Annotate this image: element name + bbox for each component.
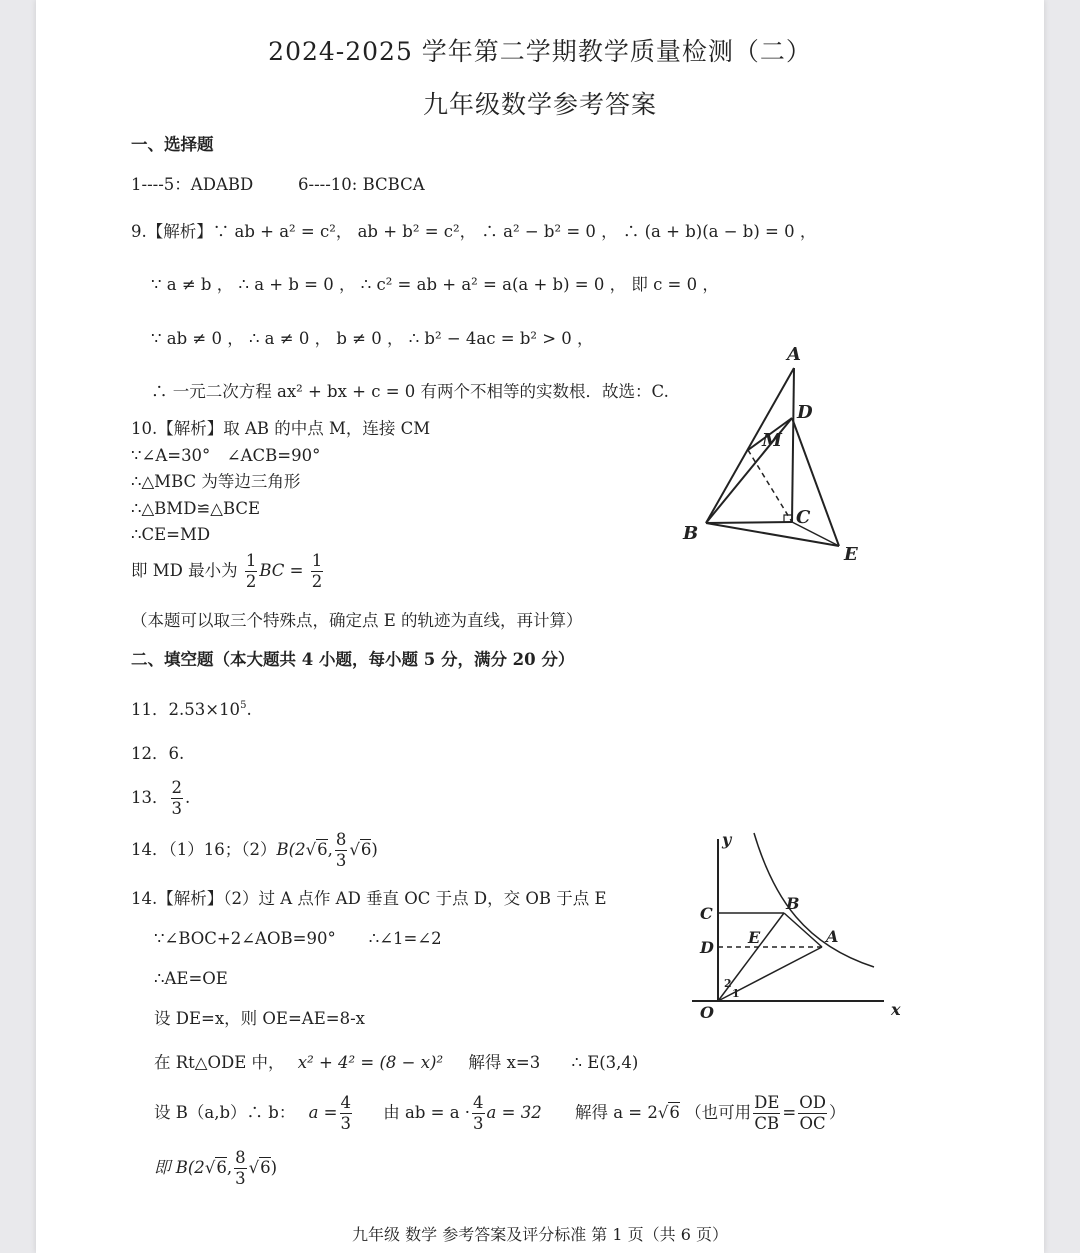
section-heading-fill: 二、填空题（本大题共 4 小题，每小题 5 分，满分 20 分） [131,650,575,669]
q13-label: 13． [131,788,169,807]
label-e: E [748,928,761,947]
q14sol-line7-root2: 6 [260,1158,271,1177]
q10-line6-text: 即 MD 最小为 [131,561,238,580]
q10-line6 [131,553,325,590]
q10-line5: ∴CE=MD [131,525,211,544]
q14sol-solve: 解得 x=3 [468,1053,541,1072]
label-d: D [700,938,714,957]
answers-6-10: 6----10: BCBCA [298,175,425,194]
q11-end: . [246,700,252,719]
label-y: y [722,830,732,849]
q14sol-line5 [154,1055,638,1072]
q10-line2: ∵∠A=30° ∠ACB=90° [131,446,321,465]
q14-ans-root: 6 [317,840,328,859]
q14sol-line6a: 设 B（a,b）∴ b： [154,1103,296,1122]
q14sol-text-1: （2）过 A 点作 AD 垂直 OC 于点 D，交 OB 于点 E [223,889,607,908]
label-m: M [762,430,782,451]
q10-line1 [131,421,430,438]
section-heading-choice: 一、选择题 [131,135,214,154]
q9-text-1: ∵ ab + a² = c²， ab + b² = c²， ∴ a² − b² = 0 ， ∴ (a + b)(a − b) = 0 ， [212,222,817,241]
q11 [131,702,252,719]
q14-ans-prefix: B(2 [276,840,306,859]
label-b: B [786,894,800,913]
q11-exponent: 5 [240,700,247,711]
q10-line6-mid: BC = [259,561,304,580]
label-x: x [891,1000,901,1019]
q14sol-line6c: 由 ab = a · [383,1103,471,1122]
document-subtitle: 九年级数学参考答案 [422,90,657,119]
q14sol-line7-frac: $\frac{8}{3}$ [235,1148,246,1188]
q14sol-line2: ∵∠BOC+2∠AOB=90° ∴∠1=∠2 [154,929,442,948]
q14sol-line6e-root: 6 [669,1103,680,1122]
q14sol-line4: 设 DE=x，则 OE=AE=8-x [154,1009,365,1028]
q14sol-line6f: （也可用 [685,1103,752,1122]
q14sol-frac-de-cb: $\frac{DE}{CB}$ [754,1093,780,1133]
angle-label-2: 2 [724,977,732,990]
answers-1-5: 1----5：ADABD [131,175,254,194]
q14sol-line5a: 在 Rt△ODE 中， [154,1053,285,1072]
q14sol-line7: 即 B(2√6, $\frac{8}{3}$ √6) [154,1148,278,1188]
q9-line3: ∵ ab ≠ 0 ， ∴ a ≠ 0 ， b ≠ 0 ， ∴ b² − 4ac = b² > 0 ， [151,329,594,348]
q9-line2: ∵ a ≠ b ， ∴ a + b = 0 ， ∴ c² = ab + a² = a(a + b) = 0 ， 即 c = 0 ， [151,275,719,294]
q12-label: 12． [131,744,169,763]
fraction-half-1: $\frac{1}{2}$ [245,551,257,591]
q13-fraction: $\frac{2}{3}$ [171,778,182,818]
triangle-figure [666,340,906,570]
line-ac [792,368,794,522]
line-bc [706,522,792,523]
q14sol-line7-prefix: 即 B(2 [154,1158,205,1177]
q10-note: （本题可以取三个特殊点，确定点 E 的轨迹为直线，再计算） [131,611,583,630]
fraction-half-2: $\frac{1}{2}$ [311,551,323,591]
q14-label: 14． [131,840,169,859]
label-a: A [787,344,801,365]
label-o: O [700,1003,714,1022]
label-a: A [826,927,839,946]
q14sol-frac-od-oc: $\frac{OD}{OC}$ [799,1093,826,1133]
q14sol-frac-a: $\frac{4}{3}$ [340,1093,351,1133]
q14sol-point-e: ∴ E(3,4) [571,1053,639,1072]
q14-ans-root2: 6 [360,840,372,859]
q14sol-line6e: 解得 a = 2 [574,1103,658,1122]
label-c: C [796,507,811,528]
q10-line3: ∴△MBC 为等边三角形 [131,472,301,491]
q10-line4: ∴△BMD≌△BCE [131,499,261,518]
q14sol-line6g: ） [829,1103,846,1122]
q14sol-equation: x² + 4² = (8 − x)² [297,1053,444,1072]
q14sol-line6d: a = 32 [486,1103,542,1122]
label-b: B [683,523,699,544]
q14-part1: （1）16；（2） [168,840,277,859]
label-d: D [797,402,813,423]
q9-label: 9.【解析】 [131,222,213,241]
q14-ans-suffix: ) [371,840,378,859]
q14-fraction: $\frac{8}{3}$ [335,830,347,870]
coordinate-figure [686,825,916,1025]
q12-answer: 6. [168,744,185,763]
q9-line4: ∴ 一元二次方程 ax² + bx + c = 0 有两个不相等的实数根．故选：C. [151,382,669,401]
q9-line1 [131,224,816,241]
line-mc-dashed [748,450,792,522]
q13-end: . [185,788,191,807]
q14sol-line7-suffix: ) [270,1158,278,1177]
document-title: 2024-2025 学年第二学期教学质量检测（二） [268,37,812,66]
q14sol-line6b: a = [308,1103,338,1122]
q13 [131,780,190,817]
document-page [36,0,1044,1253]
q14sol-label: 14.【解析】 [131,889,224,908]
q12 [131,746,184,763]
q14sol-frac-b: $\frac{4}{3}$ [473,1093,484,1133]
q14sol-line3: ∴AE=OE [154,969,228,988]
angle-label-1: 1 [732,987,740,1000]
q14sol-line6: 设 B（a,b）∴ b： a = $\frac{4}{3}$ 由 ab = a · $\frac{4}{3}$ a = 32 解得 a = 2√6 （也可用 $\frac{DE}{CB}$ = $\frac{OD}{OC}$ ） [154,1093,846,1133]
label-c: C [700,904,713,923]
q10-text-1: 取 AB 的中点 M，连接 CM [223,419,431,438]
q14sol-line1 [131,891,607,908]
q11-label: 11． [131,700,169,719]
q11-answer: 2.53×10 [168,700,241,719]
q14: 14．（1）16；（2）B(2√6, $\frac{8}{3}$ √6) [131,830,378,870]
q10-label: 10.【解析】 [131,419,224,438]
q14sol-line7-root: 6 [216,1158,227,1177]
label-e: E [844,544,858,565]
line-be [706,523,839,546]
page-footer: 九年级 数学 参考答案及评分标准 第 1 页（共 6 页） [352,1225,728,1244]
line-ba [784,913,822,947]
